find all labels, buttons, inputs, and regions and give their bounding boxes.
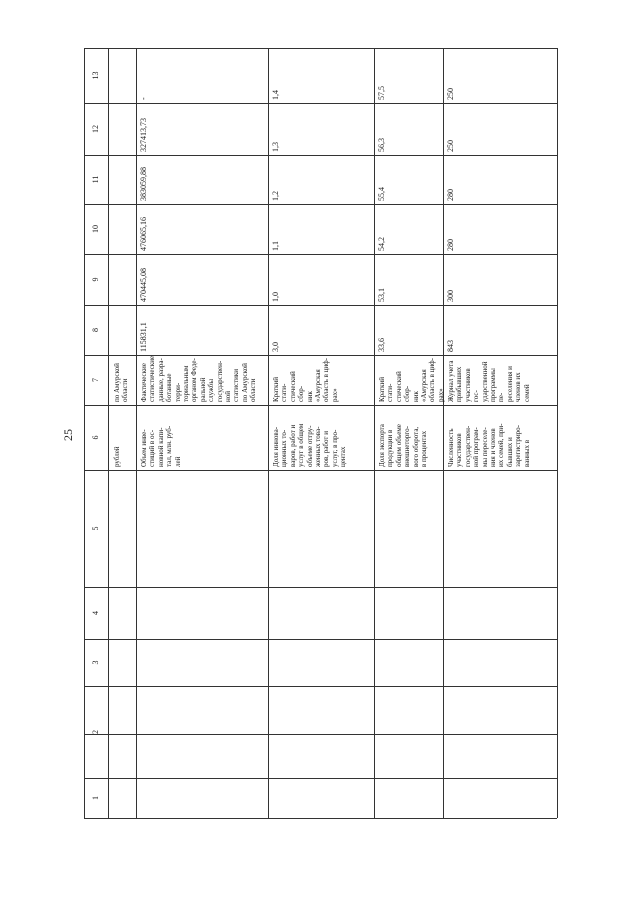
table-column-border [84,155,557,156]
cell-value: 250 [446,88,455,100]
cell-value: 3,0 [271,342,280,352]
cell-indicator: Доля иннова- ционных то- варов, работ и услуг в общем объеме отгру- женных това- ров, работ и услуг, в про- центах [272,423,348,467]
cell-value: - [139,97,148,100]
table-row-border [84,48,85,818]
cell-value: 250 [446,140,455,152]
cell-value: 843 [446,340,455,352]
column-header: 6 [91,435,100,440]
cell-value: 1,2 [271,191,280,201]
cell-source: Журнал учета прибывших участников гос- ударственной программы пе- реселения и членов их семей [447,360,531,402]
table-column-border [84,405,557,406]
cell-value: 280 [446,189,455,201]
cell-value: 476065,16 [139,217,148,251]
cell-value: 33,6 [377,338,386,352]
page-number: 25 [61,429,75,441]
column-header: 13 [91,71,100,80]
cell-value: 327413,73 [139,118,148,152]
table-column-border [84,734,557,735]
column-header: 8 [91,328,100,332]
table-column-border [84,818,557,819]
table-row-border [374,48,375,818]
table-row-border [557,48,558,818]
column-header: 4 [91,611,100,615]
cell-unit-continuation: рублей [113,446,121,467]
table-row-border [268,48,269,818]
cell-value: 1,1 [271,241,280,251]
table-column-border [84,778,557,779]
column-header: 7 [91,378,100,382]
column-header: 9 [91,277,100,282]
cell-indicator: Численность участников государствен- ной програм- мы переселе- ния и членов их семей, при- бывших и зарегистриро- ванных в [447,423,531,467]
cell-value: 56,3 [377,138,386,152]
cell-indicator: Объем инве- стиций в ос- новной капи- тал, млн. руб- лей [140,425,182,467]
column-header: 10 [91,225,100,233]
cell-source: Краткий стати- стический сбор- ник «Амурская область в циф- рах» [378,357,445,402]
cell-value: 115831,1 [139,322,148,352]
table-column-border [84,254,557,255]
cell-source-continuation: по Амурской области [113,363,130,402]
cell-indicator: Доля экспорта продукции в общем объеме внешнеторго- вого оборота, в процентах [378,424,429,467]
cell-value: 300 [446,290,455,302]
column-header: 5 [91,526,100,531]
cell-value: 1,4 [271,90,280,100]
table-column-border [84,470,557,471]
cell-value: 1,3 [271,142,280,152]
cell-value: 470445,08 [139,268,148,302]
cell-value: 54,2 [377,237,386,251]
table-column-border [84,48,557,49]
cell-value: 53,1 [377,288,386,302]
cell-value: 57,5 [377,86,386,100]
cell-value: 280 [446,239,455,251]
cell-value: 383059,88 [139,167,148,201]
cell-source: Краткий стати- стический сбор- ник «Амурская область в циф- рах» [272,357,339,402]
table-column-border [84,204,557,205]
column-header: 12 [91,125,100,133]
table-column-border [84,305,557,306]
cell-value: 55,4 [377,187,386,201]
table-column-border [84,686,557,687]
column-header: 11 [91,175,100,184]
table-column-border [84,639,557,640]
column-header: 3 [91,660,100,665]
cell-source: Фактические статистические данные, разра- ботанные терри- ториальным органом Феде- ральной службы государствен- ной статистики по Амурской области [140,355,258,402]
table-column-border [84,587,557,588]
column-header: 2 [91,730,100,734]
table-column-border [84,103,557,104]
cell-value: 1,0 [271,292,280,302]
table-row-border [443,48,444,818]
column-header: 1 [91,796,100,800]
